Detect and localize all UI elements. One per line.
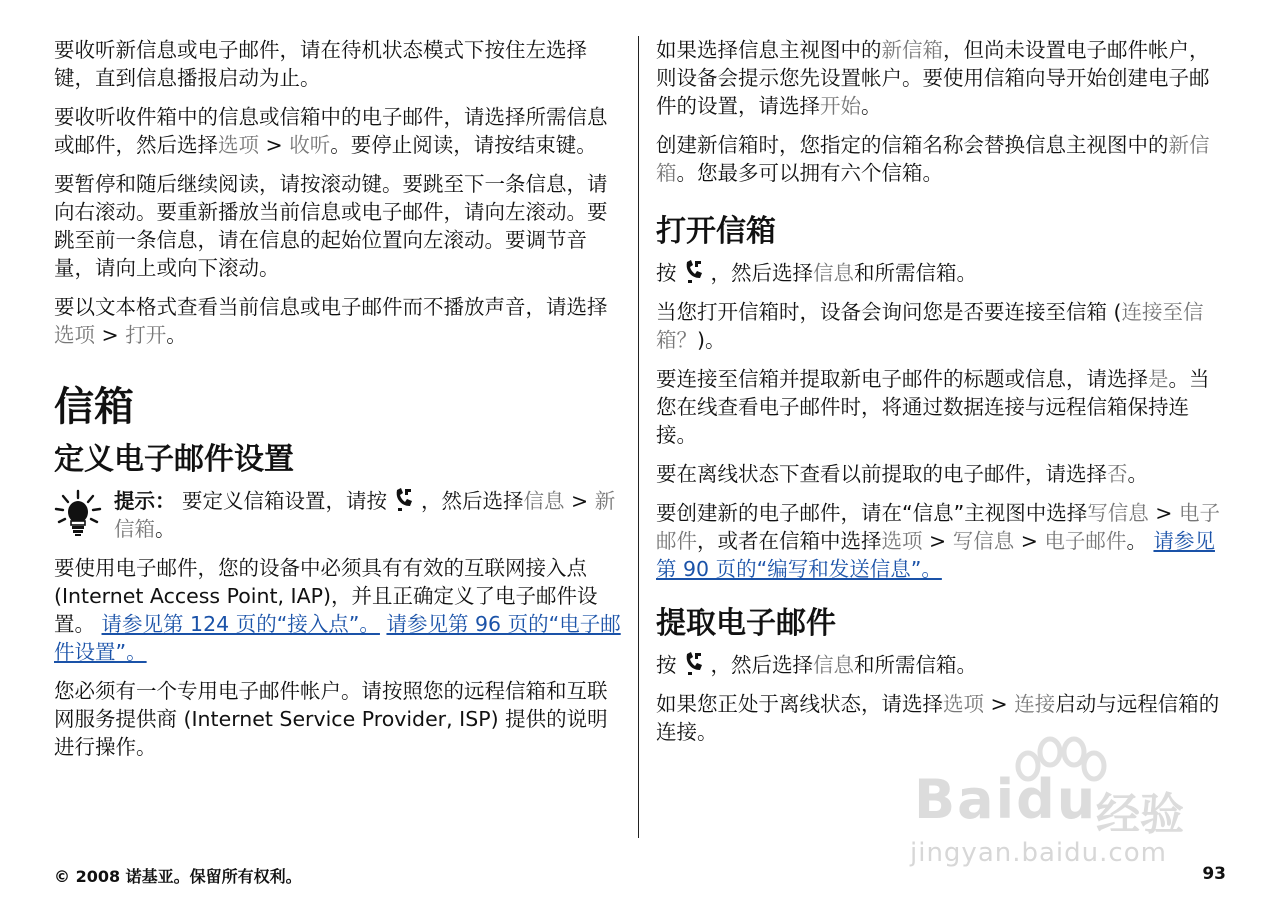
text: 要以文本格式查看当前信息或电子邮件而不播放声音，请选择 (54, 295, 608, 319)
separator: > (564, 489, 595, 513)
menu-key-icon (393, 487, 415, 513)
separator: > (1148, 501, 1179, 525)
text: 。您最多可以拥有六个信箱。 (676, 161, 943, 185)
text: 如果您正处于离线状态，请选择 (656, 692, 943, 716)
text: 。 (1127, 462, 1148, 486)
column-divider (638, 36, 639, 838)
section-heading: 提取电子邮件 (656, 606, 836, 641)
paragraph: 您必须有一个专用电子邮件帐户。请按照您的远程信箱和互联网服务提供商 (Internet Service Provider, ISP) 提供的说明进行操作。 (54, 679, 608, 759)
paragraph (656, 460, 1228, 488)
paragraph (656, 36, 1228, 120)
text: 和所需信箱。 (854, 653, 977, 677)
separator: > (259, 133, 290, 157)
paragraph (656, 259, 1228, 287)
right-column (656, 36, 1228, 757)
watermark-brand: Baidu (914, 768, 1098, 831)
menu-option: 连接 (1014, 692, 1056, 716)
paragraph (656, 298, 1228, 354)
text: 要收听收件箱中的信息或信箱中的电子邮件，请选择所需信息或邮件，然后选择 (54, 105, 608, 157)
text: ，但尚未设置电子邮件帐户，则设备会提示您先设置帐户。要使用信箱向导开始创建电子邮件的设置，请选择 (656, 38, 1210, 118)
text: ，然后选择 (421, 489, 524, 513)
text: 。 (166, 323, 187, 347)
text: ，然后选择 (710, 653, 813, 677)
menu-option: 电子邮件 (1044, 529, 1127, 553)
menu-option: 选项 (218, 133, 259, 157)
text: 和所需信箱。 (854, 261, 977, 285)
menu-option: 电子邮件 (656, 501, 1220, 553)
text: 要使用电子邮件，您的设备中必须具有有效的互联网接入点 (Internet Access Point, IAP)，并且正确定义了电子邮件设置。 (54, 556, 598, 636)
text: ，或者在信箱中选择 (697, 529, 882, 553)
text: 要连接至信箱并提取新电子邮件的标题或信息，请选择 (656, 367, 1148, 391)
paragraph: 要暂停和随后继续阅读，请按滚动键。要跳至下一条信息，请向右滚动。要重新播放当前信息或电子邮件，请向左滚动。要跳至前一条信息，请在信息的起始位置向左滚动。要调节音量，请向上或向下滚动。 (54, 172, 608, 280)
text: 当您打开信箱时，设备会询问您是否要连接至信箱 ( (656, 300, 1122, 324)
menu-option: 选项 (54, 323, 95, 347)
separator: > (984, 692, 1015, 716)
text: 。 (1126, 529, 1154, 553)
paragraph (54, 554, 626, 666)
menu-option: 信息 (813, 261, 854, 285)
menu-option: 选项 (881, 529, 923, 553)
paragraph (656, 651, 1228, 679)
menu-option: 连接至信箱？ (656, 300, 1204, 352)
menu-option: 否 (1107, 462, 1128, 486)
separator: > (95, 323, 126, 347)
text: 如果选择信息主视图中的 (656, 38, 882, 62)
paragraph (656, 365, 1228, 449)
menu-option: 写信息 (1087, 501, 1149, 525)
cross-reference-link[interactable]: 请参见第 96 页的“电子邮件设置”。 (54, 612, 621, 664)
watermark-url: jingyan.baidu.com (910, 838, 1167, 868)
footer-copyright: © 2008 诺基亚。保留所有权利。 (54, 867, 302, 886)
text: 创建新信箱时，您指定的信箱名称会替换信息主视图中的 (656, 133, 1169, 157)
separator: > (922, 529, 953, 553)
text: 启动与远程信箱的连接。 (656, 692, 1220, 744)
text: ，然后选择 (710, 261, 813, 285)
left-column (54, 36, 626, 772)
menu-option: 打开 (125, 323, 167, 347)
text: 要在离线状态下查看以前提取的电子邮件，请选择 (656, 462, 1107, 486)
paragraph (656, 131, 1228, 187)
paragraph: 要收听新信息或电子邮件，请在待机状态模式下按住左选择键，直到信息播报启动为止。 (54, 38, 587, 90)
paragraph (54, 103, 626, 159)
section-heading: 打开信箱 (656, 214, 776, 249)
menu-option: 开始 (820, 94, 861, 118)
menu-key-icon (683, 259, 705, 285)
menu-option: 新信箱 (656, 133, 1210, 185)
tip-label: 提示： (114, 489, 176, 513)
menu-option: 新信箱 (881, 38, 943, 62)
text: 。当您在线查看电子邮件时，将通过数据连接与远程信箱保持连接。 (656, 367, 1210, 447)
paragraph (656, 499, 1228, 583)
tip-block (54, 487, 626, 543)
cross-reference-link[interactable]: 请参见第 90 页的“编写和发送信息”。 (656, 529, 1215, 581)
page-number: 93 (1202, 864, 1226, 884)
text: 按 (656, 653, 677, 677)
menu-option: 写信息 (952, 529, 1015, 553)
watermark-brand-cn: 经验 (1096, 789, 1184, 840)
lightbulb-icon (54, 489, 102, 537)
separator: > (1014, 529, 1045, 553)
menu-option: 信息 (523, 489, 565, 513)
section-heading: 定义电子邮件设置 (54, 442, 294, 477)
text: 要定义信箱设置，请按 (175, 489, 388, 513)
cross-reference-link[interactable]: 请参见第 124 页的“接入点”。 (101, 612, 380, 636)
text: 要创建新的电子邮件，请在“信息”主视图中选择 (656, 501, 1088, 525)
menu-option: 收听 (289, 133, 331, 157)
text: 。要停止阅读，请按结束键。 (330, 133, 597, 157)
text: 按 (656, 261, 677, 285)
text: 。 (155, 517, 176, 541)
text: )。 (697, 328, 726, 352)
menu-key-icon (683, 651, 705, 677)
menu-option: 是 (1148, 367, 1169, 391)
paragraph (54, 293, 626, 349)
menu-option: 信息 (813, 653, 854, 677)
menu-option: 新信箱 (114, 489, 616, 541)
chapter-heading: 信箱 (54, 384, 134, 430)
menu-option: 选项 (943, 692, 984, 716)
text: 。 (861, 94, 882, 118)
